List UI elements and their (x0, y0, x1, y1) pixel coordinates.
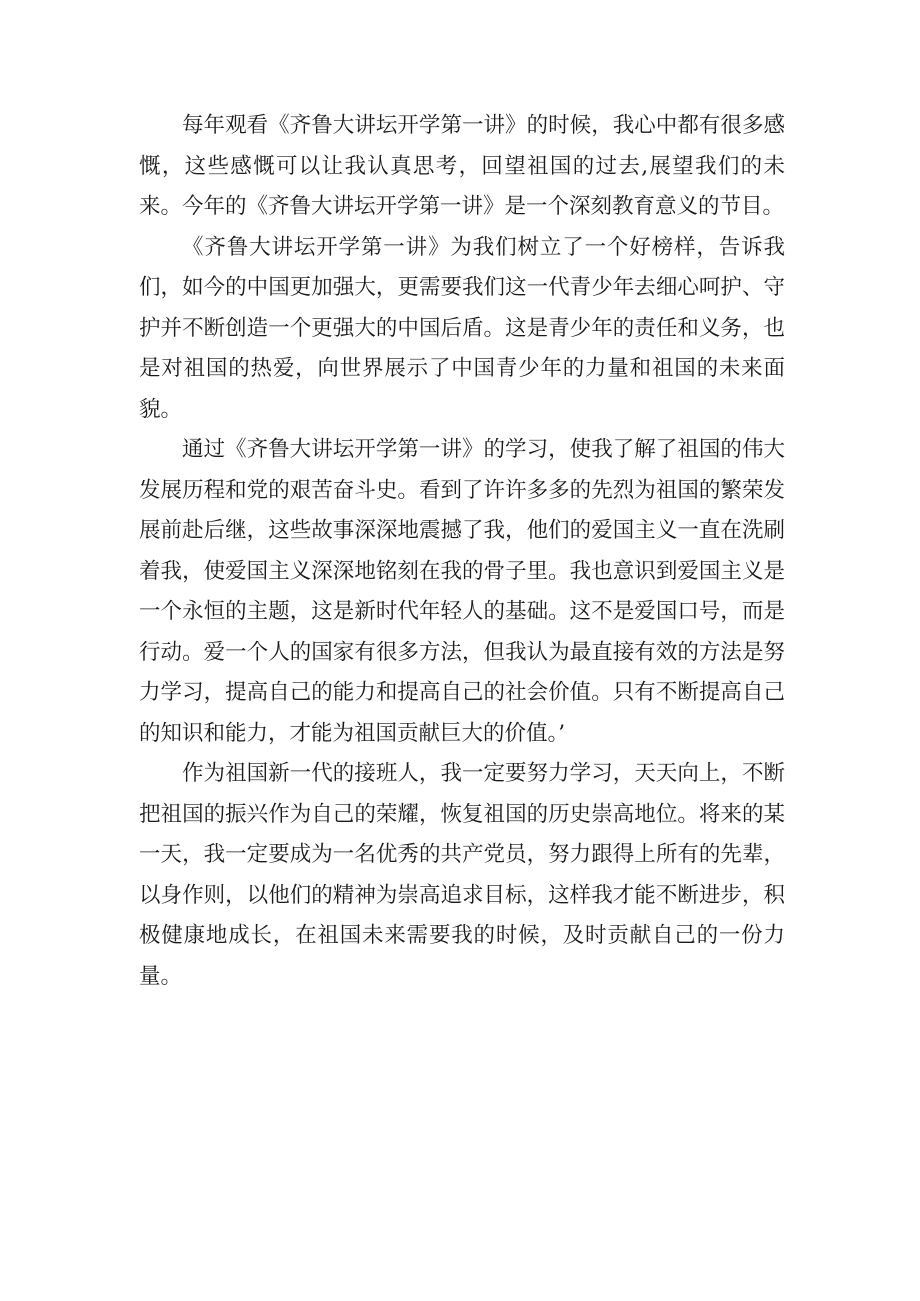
paragraph-2: 《齐鲁大讲坛开学第一讲》为我们树立了一个好榜样，告诉我们，如今的中国更加强大，更需要我们这一代青少年去细心呵护、守护并不断创造一个更强大的中国后盾。这是青少年的责任和义务，也是对祖国的热爱，向世界展示了中国青少年的力量和祖国的未来面貌。 (139, 234, 785, 422)
paragraph-1: 每年观看《齐鲁大讲坛开学第一讲》的时候，我心中都有很多感慨，这些感慨可以让我认真思考，回望祖国的过去,展望我们的未来。今年的《齐鲁大讲坛开学第一讲》是一个深刻教育意义的节目。 (139, 113, 785, 219)
paragraph-4: 作为祖国新一代的接班人，我一定要努力学习，天天向上，不断把祖国的振兴作为自己的荣耀，恢复祖国的历史崇高地位。将来的某一天，我一定要成为一名优秀的共产党员，努力跟得上所有的先辈，以身作则，以他们的精神为崇高追求目标，这样我才能不断进步，积极健康地成长，在祖国未来需要我的时候，及时贡献自己的一份力量。 (139, 761, 785, 989)
paragraph-3: 通过《齐鲁大讲坛开学第一讲》的学习，使我了解了祖国的伟大发展历程和党的艰苦奋斗史。看到了许许多多的先烈为祖国的繁荣发展前赴后继，这些故事深深地震撼了我，他们的爱国主义一直在洗刷着我，使爱国主义深深地铭刻在我的骨子里。我也意识到爱国主义是一个永恒的主题，这是新时代年轻人的基础。这不是爱国口号，而是行动。爱一个人的国家有很多方法，但我认为最直接有效的方法是努力学习，提高自己的能力和提高自己的社会价值。只有不断提高自己的知识和能力，才能为祖国贡献巨大的价值。’ (139, 437, 785, 746)
document-body (139, 106, 785, 997)
